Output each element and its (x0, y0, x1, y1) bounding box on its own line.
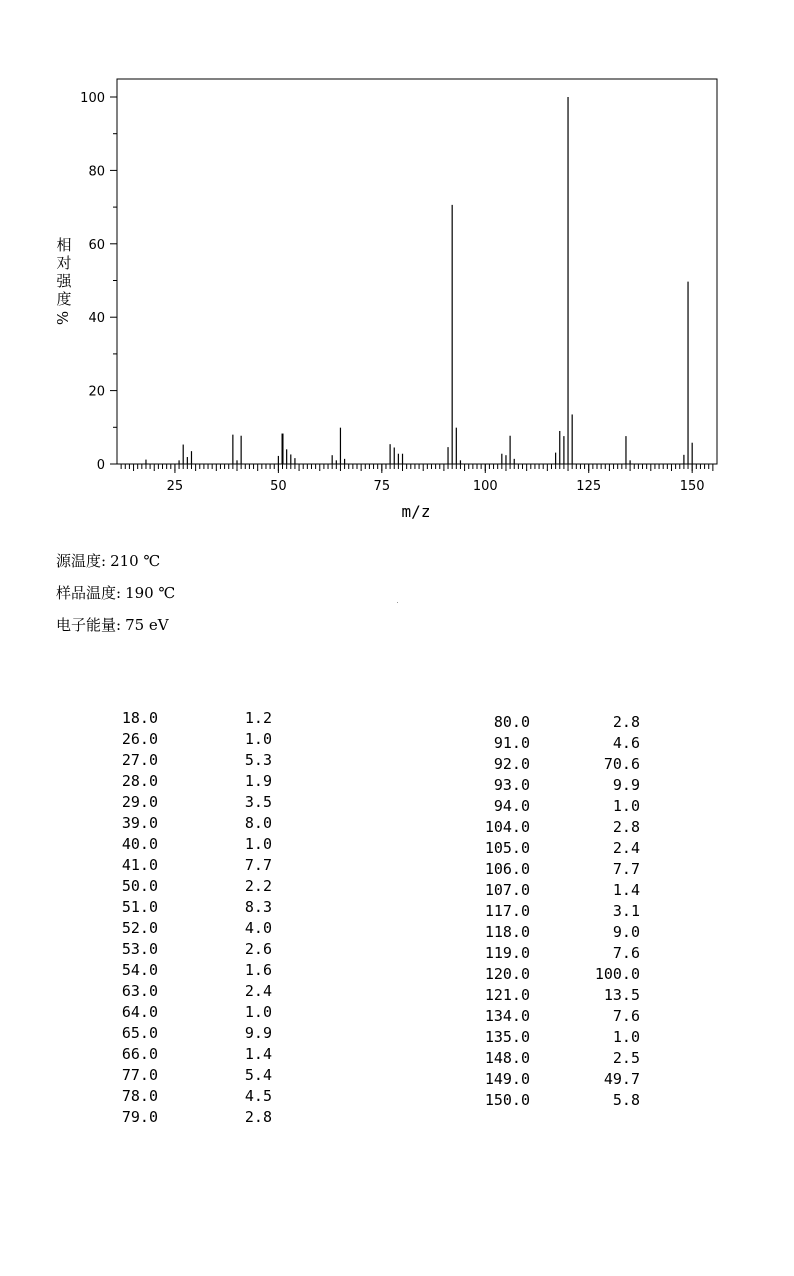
abundance-value: 1.9 (244, 772, 272, 790)
table-row (472, 1048, 640, 1069)
mz-value: 39.0 (121, 814, 158, 832)
table-row (472, 733, 640, 754)
mass-spectrum-chart (0, 0, 794, 530)
y-tick-label: 0 (96, 458, 105, 473)
sample-temperature-label: 样品温度: (56, 584, 122, 602)
table-row (472, 880, 640, 901)
table-row (112, 1065, 272, 1086)
mz-value: 54.0 (121, 961, 158, 979)
table-row (112, 876, 272, 897)
electron-energy-label: 电子能量: (56, 616, 122, 634)
peak-table-left (112, 708, 272, 1128)
sample-temperature-row (56, 580, 175, 612)
table-row (112, 939, 272, 960)
mz-value: 104.0 (484, 818, 530, 836)
source-temperature-value: 210 ℃ (110, 552, 161, 570)
plot-frame (117, 79, 717, 464)
abundance-value: 1.6 (244, 961, 272, 979)
table-row (112, 960, 272, 981)
mz-value: 65.0 (121, 1024, 158, 1042)
table-row (112, 1002, 272, 1023)
mz-value: 63.0 (121, 982, 158, 1000)
scan-speck (397, 602, 398, 603)
abundance-value: 7.6 (612, 1007, 640, 1025)
mz-value: 120.0 (484, 965, 530, 983)
y-tick-label: 20 (88, 384, 105, 400)
table-row (112, 834, 272, 855)
table-row (112, 771, 272, 792)
mz-value: 118.0 (484, 923, 530, 941)
mz-value: 94.0 (493, 797, 530, 815)
table-row (472, 901, 640, 922)
abundance-value: 4.5 (244, 1087, 272, 1105)
abundance-value: 4.6 (612, 734, 640, 752)
mz-value: 149.0 (484, 1070, 530, 1088)
abundance-value: 2.6 (244, 940, 272, 958)
abundance-value: 100.0 (594, 965, 640, 983)
abundance-value: 2.8 (612, 713, 640, 731)
mz-value: 40.0 (121, 835, 158, 853)
table-row (112, 981, 272, 1002)
table-row (112, 813, 272, 834)
mz-value: 121.0 (484, 986, 530, 1004)
abundance-value: 2.8 (612, 818, 640, 836)
abundance-value: 1.0 (612, 1028, 640, 1046)
table-row (472, 1090, 640, 1111)
y-axis-label-char-4: 度 (56, 290, 72, 308)
mz-value: 64.0 (121, 1003, 158, 1021)
abundance-value: 2.5 (612, 1049, 640, 1067)
mz-value: 80.0 (493, 713, 530, 731)
mz-value: 105.0 (484, 839, 530, 857)
y-axis-label-percent: % (54, 310, 72, 326)
x-minor-ticks (121, 464, 713, 471)
abundance-value: 1.4 (244, 1045, 272, 1063)
abundance-value: 5.3 (244, 751, 272, 769)
table-row (112, 1107, 272, 1128)
abundance-value: 2.2 (244, 877, 272, 895)
abundance-value: 9.0 (612, 923, 640, 941)
mz-value: 52.0 (121, 919, 158, 937)
peak-table-right (472, 712, 640, 1111)
mz-value: 117.0 (484, 902, 530, 920)
y-tick-label: 40 (88, 311, 105, 327)
abundance-value: 1.4 (612, 881, 640, 899)
y-axis-label-char-3: 强 (56, 272, 72, 290)
mz-value: 92.0 (493, 755, 530, 773)
mz-value: 79.0 (121, 1108, 158, 1126)
table-row (472, 796, 640, 817)
y-axis-label-char-2: 对 (56, 254, 72, 272)
x-tick-label: 25 (166, 479, 184, 494)
abundance-value: 1.0 (244, 730, 272, 748)
mz-value: 29.0 (121, 793, 158, 811)
electron-energy-value: 75 eV (125, 616, 169, 634)
abundance-value: 8.3 (244, 898, 272, 916)
y-tick-label: 60 (88, 237, 105, 253)
abundance-value: 1.0 (244, 835, 272, 853)
abundance-value: 9.9 (244, 1024, 272, 1042)
abundance-value: 49.7 (603, 1070, 640, 1088)
abundance-value: 2.4 (244, 982, 272, 1000)
abundance-value: 4.0 (244, 919, 272, 937)
mz-value: 119.0 (484, 944, 530, 962)
table-row (112, 897, 272, 918)
y-tick-label: 100 (80, 91, 105, 106)
y-axis-label-char-1: 相 (56, 236, 72, 254)
mz-value: 41.0 (121, 856, 158, 874)
table-row (472, 964, 640, 985)
table-row (472, 1069, 640, 1090)
table-row (112, 792, 272, 813)
table-row (112, 918, 272, 939)
table-row (472, 754, 640, 775)
mz-value: 78.0 (121, 1087, 158, 1105)
mz-value: 150.0 (484, 1091, 530, 1109)
mz-value: 134.0 (484, 1007, 530, 1025)
table-row (472, 775, 640, 796)
mz-value: 26.0 (121, 730, 158, 748)
abundance-value: 3.5 (244, 793, 272, 811)
abundance-value: 7.7 (244, 856, 272, 874)
abundance-value: 3.1 (612, 902, 640, 920)
x-tick-label: 150 (679, 479, 705, 494)
mz-value: 27.0 (121, 751, 158, 769)
abundance-value: 2.4 (612, 839, 640, 857)
mz-value: 53.0 (121, 940, 158, 958)
mz-value: 148.0 (484, 1049, 530, 1067)
table-row (112, 1044, 272, 1065)
y-tick-label: 80 (88, 164, 105, 180)
mz-value: 135.0 (484, 1028, 530, 1046)
x-tick-label: 100 (472, 479, 498, 494)
mz-value: 51.0 (121, 898, 158, 916)
peak-sticks (146, 97, 692, 464)
table-row (472, 712, 640, 733)
abundance-value: 13.5 (603, 986, 640, 1004)
table-row (472, 922, 640, 943)
source-temperature-label: 源温度: (56, 552, 107, 570)
table-row (472, 838, 640, 859)
mz-value: 106.0 (484, 860, 530, 878)
x-tick-label: 75 (373, 479, 391, 494)
abundance-value: 7.7 (612, 860, 640, 878)
table-row (112, 750, 272, 771)
x-axis-label: m/z (401, 502, 431, 521)
mz-value: 77.0 (121, 1066, 158, 1084)
table-row (112, 855, 272, 876)
mz-value: 107.0 (484, 881, 530, 899)
table-row (112, 1086, 272, 1107)
abundance-value: 5.4 (244, 1066, 272, 1084)
abundance-value: 8.0 (244, 814, 272, 832)
table-row (472, 817, 640, 838)
y-axis-label (54, 236, 72, 325)
abundance-value: 70.6 (603, 755, 640, 773)
abundance-value: 5.8 (612, 1091, 640, 1109)
table-row (112, 1023, 272, 1044)
measurement-conditions (56, 548, 175, 644)
abundance-value: 7.6 (612, 944, 640, 962)
mz-value: 91.0 (493, 734, 530, 752)
table-row (472, 1006, 640, 1027)
sample-temperature-value: 190 ℃ (125, 584, 176, 602)
x-tick-label: 125 (576, 479, 602, 494)
abundance-value: 2.8 (244, 1108, 272, 1126)
abundance-value: 1.0 (612, 797, 640, 815)
abundance-value: 9.9 (612, 776, 640, 794)
table-row (472, 943, 640, 964)
mz-value: 93.0 (493, 776, 530, 794)
source-temperature-row (56, 548, 175, 580)
mz-value: 28.0 (121, 772, 158, 790)
mz-value: 66.0 (121, 1045, 158, 1063)
table-row (472, 1027, 640, 1048)
mz-value: 18.0 (121, 709, 158, 727)
mz-value: 50.0 (121, 877, 158, 895)
table-row (112, 729, 272, 750)
table-row (472, 985, 640, 1006)
table-row (112, 708, 272, 729)
electron-energy-row (56, 612, 175, 644)
abundance-value: 1.2 (244, 709, 272, 727)
x-tick-label: 50 (270, 479, 287, 494)
abundance-value: 1.0 (244, 1003, 272, 1021)
table-row (472, 859, 640, 880)
y-axis-ticks (80, 91, 117, 473)
